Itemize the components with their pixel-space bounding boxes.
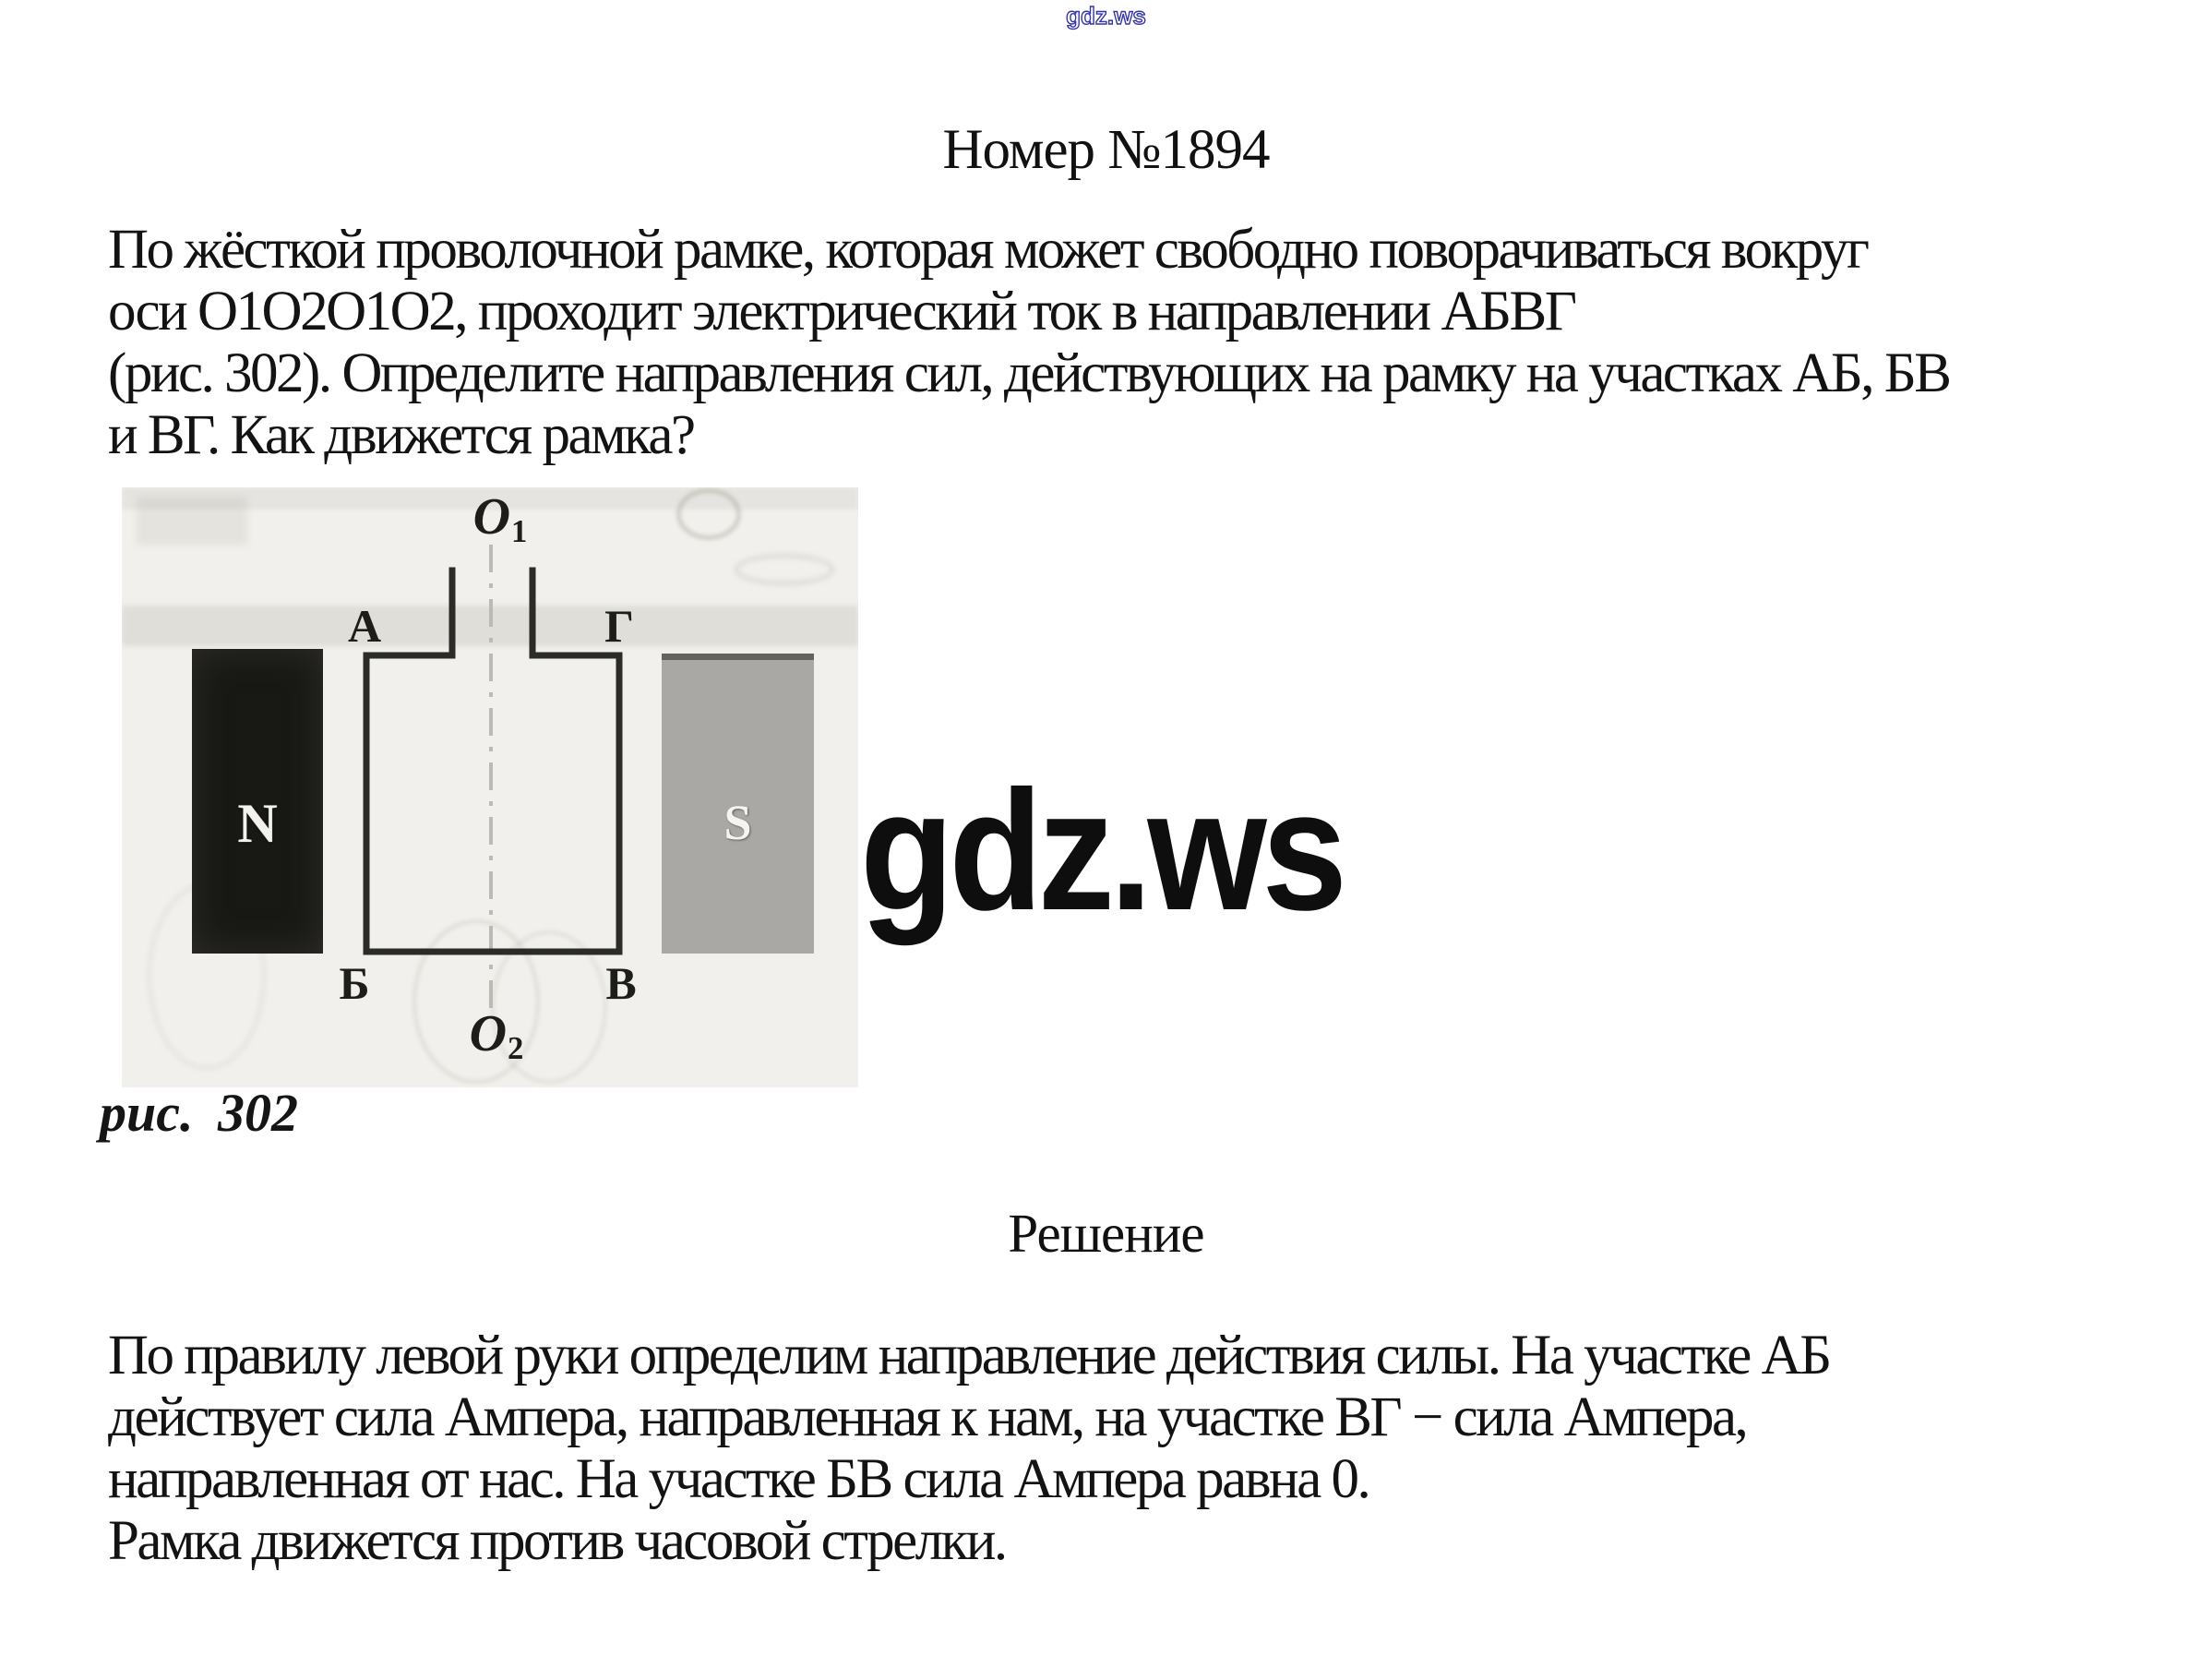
problem-line: По жёсткой проволочной рамке, которая может свободно поворачиваться вокруг [108, 219, 1868, 281]
label-o2-subscript: 2 [508, 1029, 524, 1066]
solution-line: действует сила Ампера, направленная к нам, на участке ВГ − сила Ампера, [108, 1386, 1747, 1448]
solution-line: направленная от нас. На участке БВ сила Ампера равна 0. [108, 1448, 1369, 1510]
figure-caption: рис. 302 [100, 1083, 298, 1143]
site-watermark-large: gdz.ws [860, 756, 1343, 946]
figure-302-scan [122, 487, 858, 1087]
magnet-south-label: S [723, 795, 752, 850]
magnet-north-label: N [237, 793, 278, 854]
label-o2-letter: O [469, 1005, 508, 1063]
problem-text [108, 219, 1950, 466]
label-corner-a: А [347, 600, 382, 652]
page-title: Номер №1894 [942, 119, 1270, 181]
problem-line: и ВГ. Как движется рамка? [108, 404, 694, 466]
label-corner-b: Б [339, 957, 370, 1009]
solution-line: Рамка движется против часовой стрелки. [108, 1510, 1006, 1572]
solution-heading: Решение [1008, 1203, 1204, 1264]
site-watermark-small: gdz.ws [1066, 2, 1146, 30]
label-axis-o1 [473, 487, 528, 550]
label-corner-g: Г [604, 600, 634, 652]
label-o1-subscript: 1 [511, 512, 528, 549]
label-o1-letter: O [472, 488, 511, 546]
problem-line: оси О1О2О1О2, проходит электрический ток в направлении АБВГ [108, 281, 1575, 342]
solution-line: По правилу левой руки определим направление действия силы. На участке АБ [108, 1325, 1830, 1386]
wire-frame-diagram [122, 487, 858, 1087]
problem-line: (рис. 302). Определите направления сил, действующих на рамку на участках АБ, БВ [108, 342, 1950, 404]
solution-text [108, 1325, 1830, 1572]
label-axis-o2 [470, 1004, 524, 1067]
label-corner-v: В [605, 957, 637, 1009]
